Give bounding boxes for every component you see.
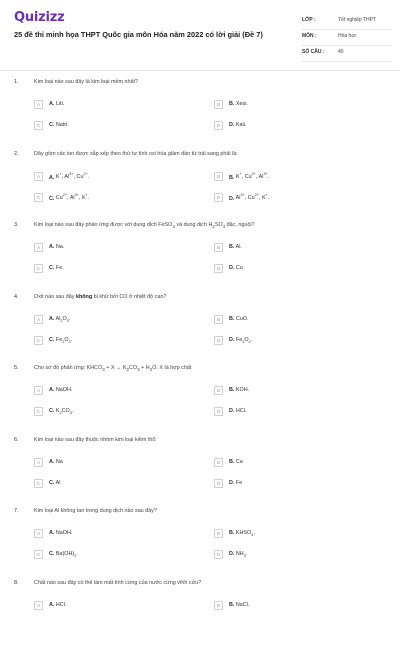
option-text — [229, 387, 249, 393]
worksheet-title: 25 đề thi minh họa THPT Quốc gia môn Hóa năm 2022 có lời giải (Đề 7) — [14, 30, 263, 39]
option-label: B. — [229, 174, 235, 181]
option-body: Al. — [234, 244, 242, 250]
option-body: Liti. — [54, 101, 65, 107]
option-text — [229, 459, 243, 465]
option-body: Kali. — [234, 122, 247, 128]
option-label: A. — [49, 458, 55, 465]
meta-value: 40 — [338, 49, 344, 55]
question-number: 3. — [14, 222, 19, 228]
option-letter-box: D — [214, 550, 223, 559]
option-letter-box: B — [214, 243, 223, 252]
option-label: C. — [49, 195, 55, 202]
option-label: D. — [229, 479, 235, 486]
option-text — [49, 387, 72, 393]
option-body: NaOH. — [54, 387, 73, 393]
answer-option-b[interactable] — [214, 172, 374, 182]
answer-option-a[interactable] — [34, 458, 194, 468]
meta-value: Tốt nghiệp THPT — [338, 17, 376, 23]
option-body: Fe — [234, 479, 243, 486]
question-number: 5. — [14, 365, 19, 371]
option-letter-box: B — [214, 529, 223, 538]
option-letter-box: C — [34, 193, 43, 202]
answer-option-c[interactable] — [34, 479, 194, 489]
option-letter-box: A — [34, 458, 43, 467]
option-text — [49, 101, 64, 107]
question-number: 8. — [14, 579, 19, 586]
option-text — [229, 337, 252, 344]
option-body: NaCl. — [234, 601, 250, 608]
meta-value: Hóa học — [338, 33, 357, 39]
option-letter-box: A — [34, 172, 43, 181]
option-letter-box: B — [214, 386, 223, 395]
option-letter-box: A — [34, 601, 43, 610]
option-letter-box: C — [34, 407, 43, 416]
option-letter-box: D — [214, 407, 223, 416]
option-text — [49, 530, 72, 536]
answer-option-c[interactable] — [34, 407, 194, 417]
option-body: NaOH. — [54, 530, 73, 536]
option-body: HCl. — [234, 408, 247, 414]
meta-label: MÔN : — [302, 33, 317, 39]
answer-option-a[interactable] — [34, 100, 194, 110]
question-number: 6. — [14, 436, 19, 443]
option-body: $Ba(OH)_2$. — [54, 551, 78, 559]
option-body: HCl. — [54, 601, 67, 608]
worksheet-header — [0, 0, 400, 62]
question-text: Kim loại nào sau đây là kim loại mềm nhất? — [34, 79, 138, 85]
answer-option-a[interactable] — [34, 243, 194, 253]
option-text — [229, 602, 249, 608]
option-text — [229, 530, 255, 537]
option-label: B. — [229, 101, 235, 107]
option-body: $NH_3$. — [234, 551, 248, 559]
option-letter-box: D — [214, 121, 223, 130]
option-text — [49, 244, 64, 250]
option-letter-box: A — [34, 386, 43, 395]
meta-label: SỐ CÂU : — [302, 49, 325, 55]
option-label: D. — [229, 195, 235, 202]
option-letter-box: A — [34, 529, 43, 538]
option-body: $Al^{3+}$, $Cu^{2+}$, K+. — [234, 193, 270, 202]
question-number: 4. — [14, 293, 19, 300]
option-text — [229, 316, 249, 322]
question-text: Dãy gồm các ion được sắp xếp theo thứ tự tính oxi hóa giảm dần từ trái sang phải là: — [34, 150, 238, 157]
option-label: B. — [229, 315, 235, 322]
answer-option-c[interactable] — [34, 550, 194, 560]
question-text: Cho sơ đồ phản ứng: $KHCO_3 + X \to K_2CO_3 + H_2O$. X là hợp chất — [34, 365, 192, 373]
answer-option-a[interactable] — [34, 601, 194, 611]
answer-option-b[interactable] — [214, 386, 374, 396]
question-item — [0, 437, 400, 509]
option-label: A. — [49, 244, 55, 250]
option-body: Na — [54, 458, 63, 465]
option-text — [49, 459, 63, 465]
answer-option-b[interactable] — [214, 529, 374, 539]
option-body: K+, $Al^{3+}$, $Cu^{2+}$. — [54, 172, 90, 181]
answer-option-b[interactable] — [214, 601, 374, 611]
option-label: A. — [49, 315, 55, 322]
question-number: 7. — [14, 508, 19, 514]
answer-option-d[interactable] — [214, 264, 374, 274]
question-text: Oxit nào sau đây không bị khử bởi CO ở nhiệt độ cao? — [34, 293, 167, 300]
answer-option-b[interactable] — [214, 458, 374, 468]
option-label: A. — [49, 101, 55, 107]
option-body: $Cu^{2+}$, $Al^{3+}$, K+. — [54, 193, 90, 202]
option-letter-box: A — [34, 243, 43, 252]
worksheet-meta — [302, 14, 392, 62]
question-item — [0, 79, 400, 151]
answer-option-a[interactable] — [34, 529, 194, 539]
answer-option-c[interactable] — [34, 336, 194, 346]
option-label: A. — [49, 530, 55, 536]
option-letter-box: B — [214, 100, 223, 109]
option-body: $Fe_2O_3$. — [54, 336, 73, 344]
option-text — [49, 408, 73, 415]
option-text — [49, 194, 89, 202]
question-number: 1. — [14, 79, 19, 85]
option-text — [49, 480, 60, 486]
answer-option-d[interactable] — [214, 121, 374, 131]
option-letter-box: B — [214, 601, 223, 610]
option-label: B. — [229, 530, 235, 536]
option-text — [49, 122, 69, 128]
option-label: B. — [229, 601, 235, 608]
answer-option-c[interactable] — [34, 121, 194, 131]
option-label: B. — [229, 244, 235, 250]
question-text: Kim loại nào sau đây phản ứng được với dung dịch FeSO$_4$ và dung dịch $H_2SO_4$ đặc, nguội? — [34, 222, 255, 230]
meta-row-class — [302, 14, 392, 30]
question-item — [0, 365, 400, 437]
option-letter-box: D — [214, 336, 223, 345]
meta-label: LỚP : — [302, 17, 316, 23]
question-number: 2. — [14, 150, 19, 157]
option-text — [49, 337, 72, 344]
option-text — [229, 173, 269, 181]
option-label: A. — [49, 174, 55, 181]
option-letter-box: D — [214, 479, 223, 488]
option-label: C. — [49, 122, 55, 128]
option-label: C. — [49, 265, 55, 271]
option-body: Natri. — [54, 122, 69, 128]
option-body: Cu — [234, 265, 243, 271]
answer-option-c[interactable] — [34, 193, 194, 203]
question-text: Kim loại Al không tan trong dung dịch nào sau đây? — [34, 508, 157, 514]
option-label: D. — [229, 122, 235, 128]
option-label: D. — [229, 336, 235, 343]
question-item — [0, 580, 400, 652]
option-text — [229, 244, 242, 250]
option-body: Na. — [54, 244, 65, 250]
option-text — [229, 480, 242, 486]
question-item — [0, 222, 400, 294]
option-label: C. — [49, 551, 55, 557]
option-text — [49, 316, 70, 323]
option-text — [229, 551, 247, 558]
option-body: $Fe_3O_4$. — [234, 336, 253, 344]
meta-row-count — [302, 46, 392, 62]
option-letter-box: C — [34, 550, 43, 559]
option-letter-box: A — [34, 315, 43, 324]
option-text — [49, 173, 89, 181]
option-letter-box: C — [34, 336, 43, 345]
option-label: C. — [49, 408, 55, 414]
question-item — [0, 294, 400, 366]
option-text — [229, 408, 246, 414]
option-text — [229, 265, 243, 271]
option-label: A. — [49, 387, 55, 393]
option-letter-box: A — [34, 100, 43, 109]
question-text: Chất nào sau đây có thể làm mất tính cứng của nước cứng vĩnh cửu? — [34, 579, 202, 586]
option-label: D. — [229, 265, 235, 271]
option-body: CuO. — [234, 315, 249, 322]
answer-option-a[interactable] — [34, 172, 194, 182]
option-body: Al — [54, 479, 61, 486]
option-letter-box: D — [214, 193, 223, 202]
quizizz-logo: Quizizz — [14, 10, 65, 25]
answer-option-d[interactable] — [214, 479, 374, 489]
option-body: K+, $Cu^{2+}$, $Al^{3+}$. — [234, 172, 270, 181]
option-text — [229, 194, 269, 202]
option-label: C. — [49, 336, 55, 343]
answer-option-b[interactable] — [214, 315, 374, 325]
header-divider — [0, 70, 400, 71]
option-body: Fe. — [54, 265, 64, 271]
option-label: A. — [49, 601, 55, 608]
answer-option-c[interactable] — [34, 264, 194, 274]
option-text — [49, 602, 66, 608]
option-label: B. — [229, 458, 235, 465]
answer-option-b[interactable] — [214, 100, 374, 110]
answer-option-d[interactable] — [214, 407, 374, 417]
option-letter-box: C — [34, 479, 43, 488]
option-label: D. — [229, 551, 235, 557]
meta-row-subject — [302, 30, 392, 46]
option-text — [229, 101, 248, 107]
option-label: B. — [229, 387, 235, 393]
option-letter-box: D — [214, 264, 223, 273]
option-letter-box: C — [34, 264, 43, 273]
option-label: C. — [49, 479, 55, 486]
option-letter-box: B — [214, 315, 223, 324]
option-letter-box: C — [34, 121, 43, 130]
option-text — [229, 122, 246, 128]
option-letter-box: B — [214, 172, 223, 181]
answer-option-d[interactable] — [214, 336, 374, 346]
question-item — [0, 508, 400, 580]
answer-option-d[interactable] — [214, 550, 374, 560]
option-text — [49, 551, 78, 558]
option-label: D. — [229, 408, 235, 414]
option-body: $K_2CO_3$. — [54, 408, 74, 416]
option-body: $Al_2O_3$. — [54, 315, 71, 323]
answer-option-a[interactable] — [34, 386, 194, 396]
option-body: KOH. — [234, 387, 250, 393]
option-text — [49, 265, 64, 271]
answer-option-a[interactable] — [34, 315, 194, 325]
option-body: Xesi. — [234, 101, 248, 107]
question-text: Kim loại nào sau đây thuộc nhóm kim loại kiềm thổ: — [34, 436, 157, 443]
option-body: $KHSO_4$. — [234, 530, 255, 538]
question-item — [0, 151, 400, 223]
answer-option-d[interactable] — [214, 193, 374, 203]
option-letter-box: B — [214, 458, 223, 467]
answer-option-b[interactable] — [214, 243, 374, 253]
option-body: Ca — [234, 458, 243, 465]
